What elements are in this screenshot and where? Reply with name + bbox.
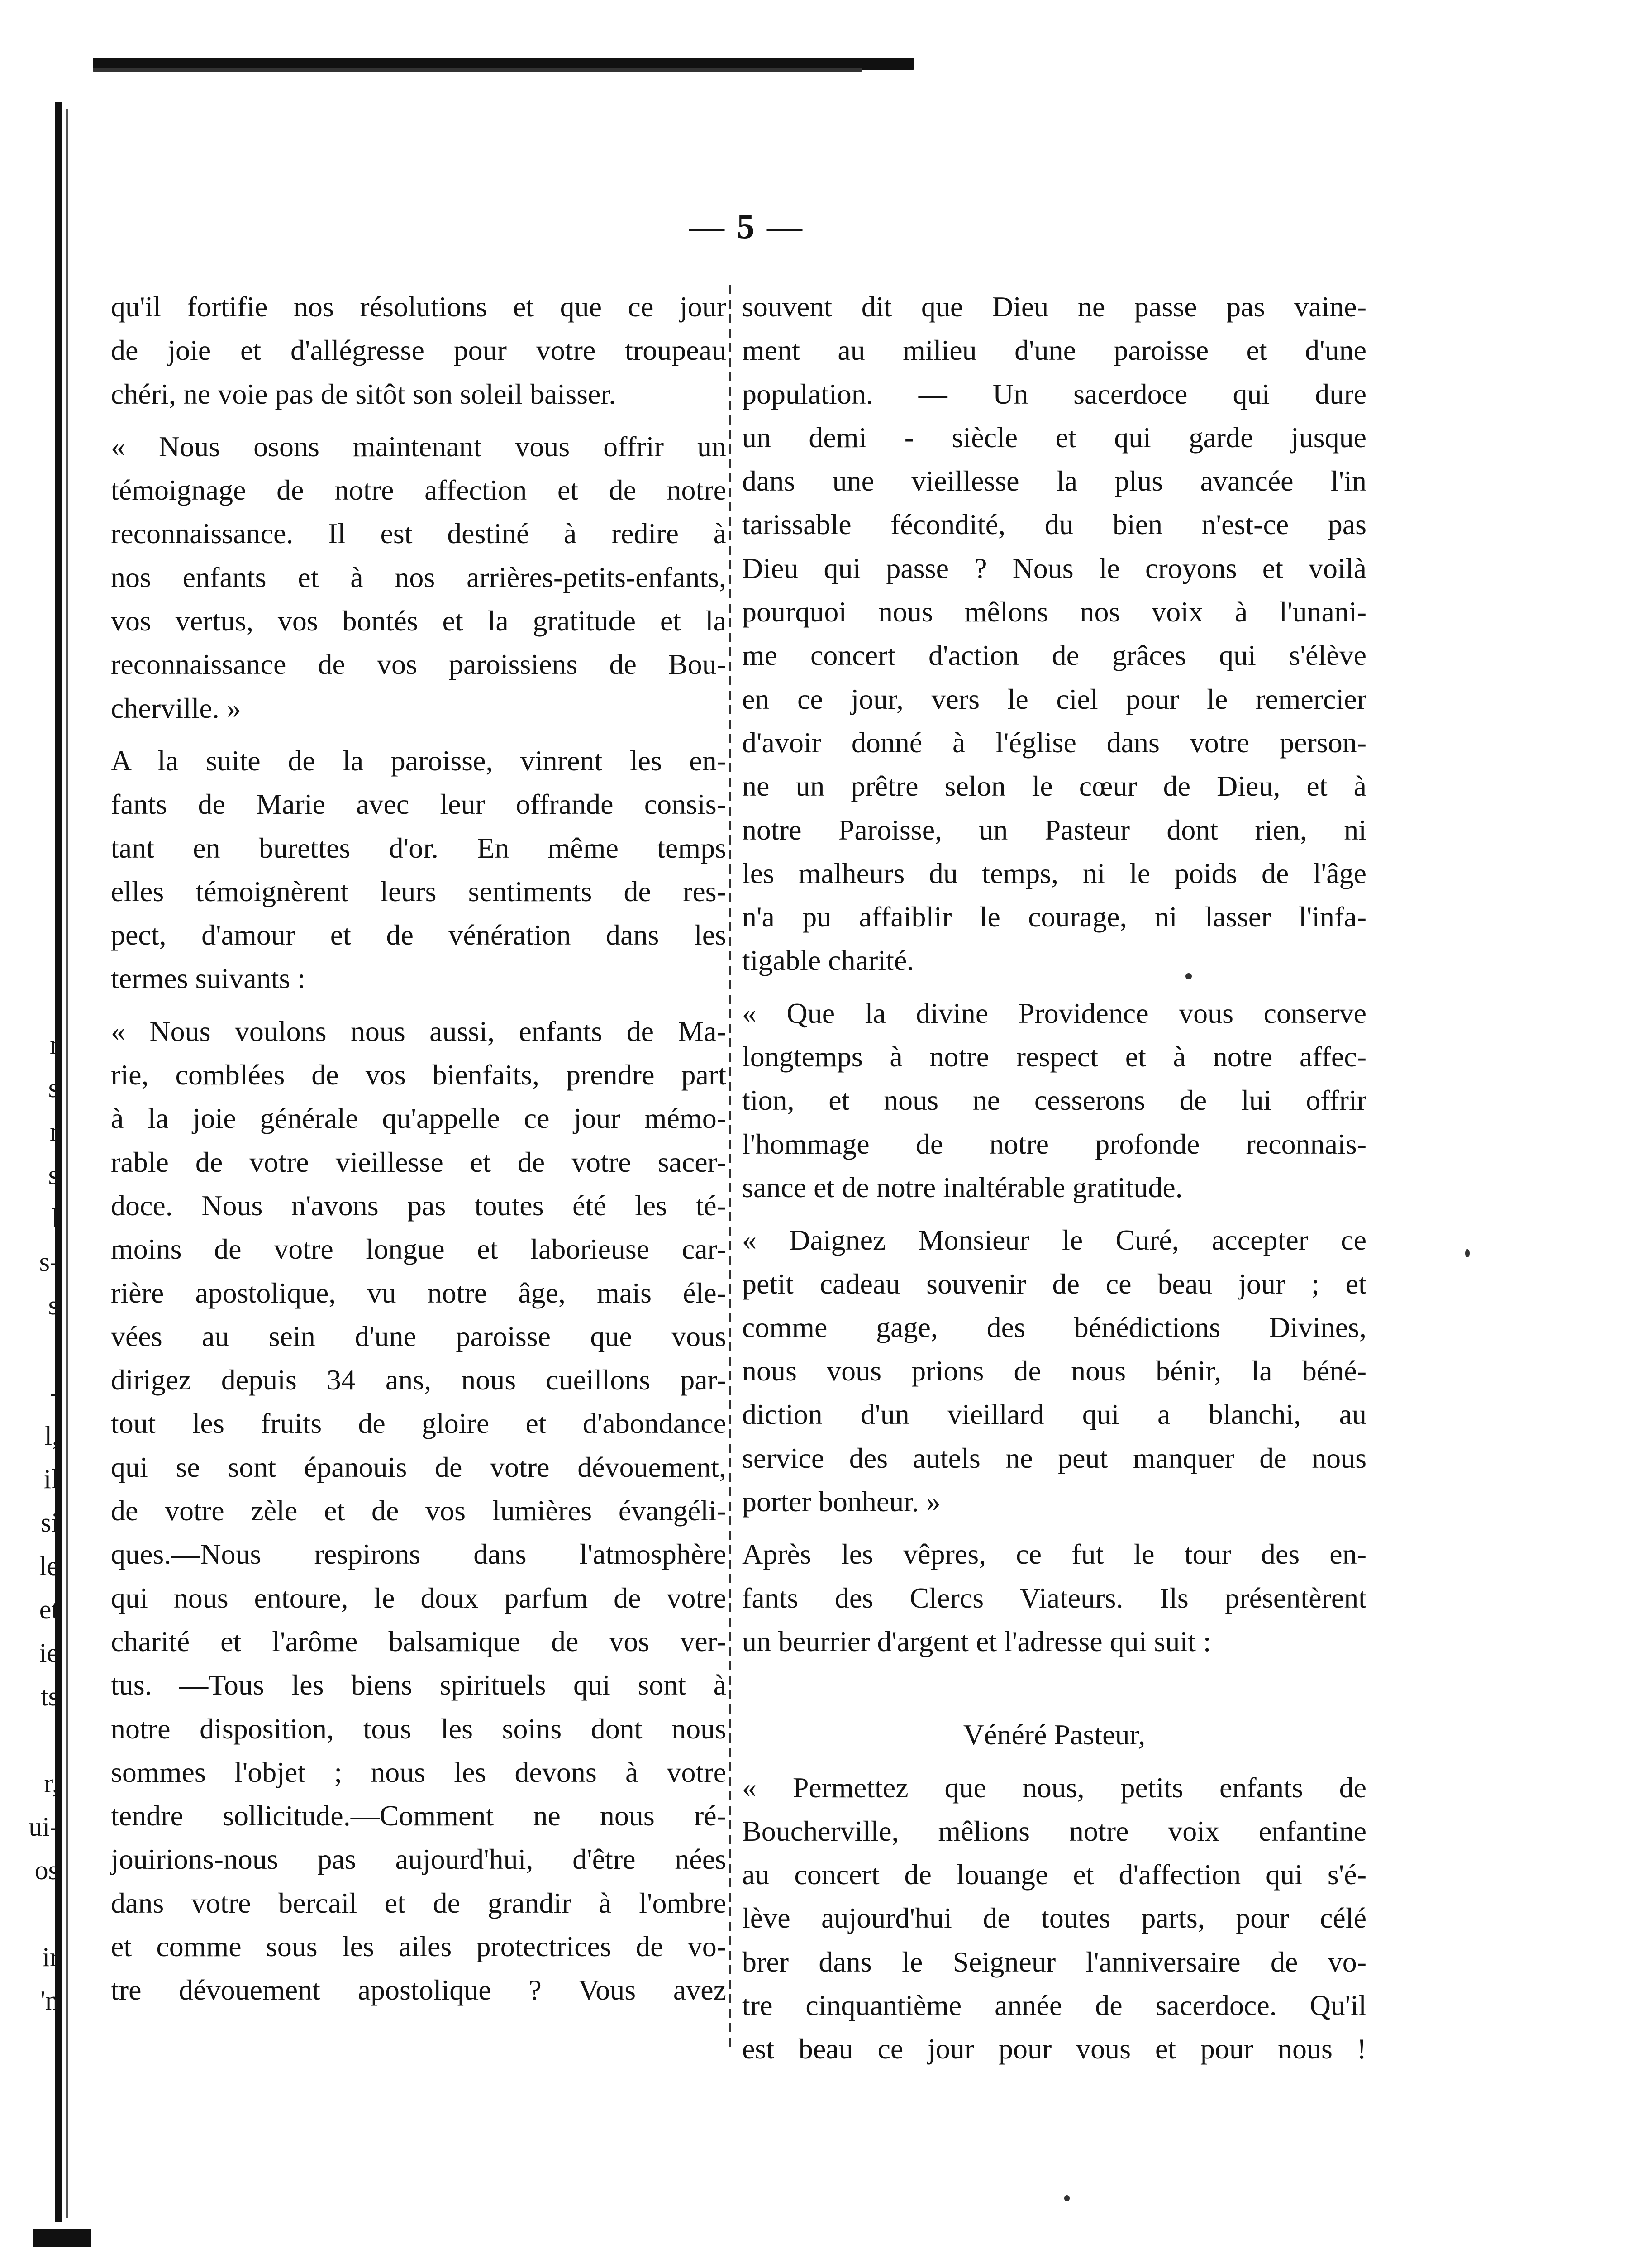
text-line: Après les vêpres, ce fut le tour des en- — [742, 1538, 1366, 1571]
text-line: au concert de louange et d'affection qui s'é- — [742, 1858, 1366, 1891]
text-line: est beau ce jour pour vous et pour nous ! — [742, 2033, 1366, 2065]
text-line: diction d'un vieillard qui a blanchi, au — [742, 1398, 1366, 1431]
paragraph-gap — [111, 730, 726, 739]
margin-fragment — [18, 1892, 59, 1935]
text-line: « Que la divine Providence vous conserve — [742, 997, 1366, 1029]
text-line: cherville. » — [111, 692, 241, 724]
text-line: fants de Marie avec leur offrande consis- — [111, 788, 726, 821]
text-line: population. — Un sacerdoce qui dure — [742, 377, 1366, 410]
text-line: pourquoi nous mêlons nos voix à l'unani- — [742, 596, 1366, 628]
text-line: qu'il fortifie nos résolutions et que ce jour — [111, 291, 726, 323]
margin-fragment: r, — [44, 1768, 59, 1798]
text-line: dans une vieillesse la plus avancée l'in — [742, 465, 1366, 497]
text-line: nos enfants et à nos arrières-petits-enfants, — [111, 561, 726, 593]
text-line: elles témoignèrent leurs sentiments de res- — [111, 875, 726, 907]
margin-fragment: r — [50, 1030, 59, 1060]
text-line: rière apostolique, vu notre âge, mais éle- — [111, 1276, 726, 1309]
text-line: qui nous entoure, le doux parfum de votre — [111, 1581, 726, 1614]
text-line: tus. —Tous les biens spirituels qui sont à — [111, 1669, 726, 1701]
text-line: porter bonheur. » — [742, 1485, 941, 1518]
text-line: à la joie générale qu'appelle ce jour mémo- — [111, 1102, 726, 1135]
text-line: « Daignez Monsieur le Curé, accepter ce — [742, 1224, 1366, 1256]
text-line: notre Paroisse, un Pasteur dont rien, ni — [742, 813, 1366, 846]
column-separator — [729, 285, 731, 2050]
text-line: et comme sous les ailes protectrices de vo- — [111, 1930, 726, 1962]
margin-fragment: s — [48, 1290, 59, 1320]
paragraph-gap — [742, 1757, 1366, 1766]
text-line: tre dévouement apostolique ? Vous avez — [111, 1974, 726, 2006]
binding-edge-inner — [66, 109, 68, 2218]
page-number: — 5 — — [689, 206, 804, 246]
text-line: vos vertus, vos bontés et la gratitude et la — [111, 605, 726, 637]
right-column — [742, 285, 1366, 2071]
margin-fragment: s- — [39, 1247, 59, 1277]
text-line: notre disposition, tous les soins dont nous — [111, 1712, 726, 1745]
ink-speck — [1465, 1249, 1470, 1257]
text-line: tendre sollicitude.—Comment ne nous ré- — [111, 1800, 726, 1832]
text-line: tant en burettes d'or. En même temps — [111, 831, 726, 864]
top-rule-shadow — [93, 68, 862, 72]
text-line: sommes l'objet ; nous les devons à votre — [111, 1756, 726, 1788]
margin-fragment: l, — [44, 1421, 59, 1451]
ink-speck — [1064, 2195, 1070, 2201]
margin-fragment: 'n — [40, 1986, 59, 2015]
margin-fragment: ie — [39, 1638, 59, 1668]
text-line: lève aujourd'hui de toutes parts, pour célé — [742, 1902, 1366, 1934]
text-line: les malheurs du temps, ni le poids de l'âge — [742, 857, 1366, 889]
text-line: doce. Nous n'avons pas toutes été les té- — [111, 1189, 726, 1222]
text-line: témoignage de notre affection et de notre — [111, 474, 726, 506]
text-line: souvent dit que Dieu ne passe pas vaine- — [742, 291, 1366, 323]
paragraph-gap — [742, 1209, 1366, 1218]
margin-fragment: s — [48, 1073, 59, 1103]
text-line: termes suivants : — [111, 962, 306, 995]
margin-fragment: si — [40, 1508, 59, 1537]
text-line: tigable charité. — [742, 944, 914, 977]
text-line: ne un prêtre selon le cœur de Dieu, et à — [742, 770, 1366, 802]
text-line: un beurrier d'argent et l'adresse qui suit : — [742, 1625, 1211, 1657]
margin-fragment: r — [50, 1117, 59, 1146]
text-line: fants des Clercs Viateurs. Ils présentèrent — [742, 1581, 1366, 1614]
text-line: tarissable fécondité, du bien n'est-ce pas — [742, 508, 1366, 541]
text-line: rable de votre vieillesse et de votre sacer- — [111, 1146, 726, 1178]
margin-fragment: ts — [40, 1681, 59, 1711]
text-line: dirigez depuis 34 ans, nous cueillons par- — [111, 1364, 726, 1396]
paragraph-gap — [111, 1001, 726, 1010]
text-line: Boucherville, mêlions notre voix enfantine — [742, 1814, 1366, 1847]
text-line: comme gage, des bénédictions Divines, — [742, 1311, 1366, 1343]
text-line: rie, comblées de vos bienfaits, prendre part — [111, 1059, 726, 1091]
text-line: service des autels ne peut manquer de nous — [742, 1442, 1366, 1474]
text-line: pect, d'amour et de vénération dans les — [111, 919, 726, 951]
text-line: brer dans le Seigneur l'anniversaire de vo- — [742, 1945, 1366, 1978]
margin-fragment: et — [39, 1595, 59, 1624]
text-line: n'a pu affaiblir le courage, ni lasser l'infa- — [742, 901, 1366, 933]
margin-fragment: - — [50, 1377, 59, 1407]
text-line: vées au sein d'une paroisse que vous — [111, 1320, 726, 1352]
margin-fragment: il — [43, 1464, 59, 1494]
text-line: nous vous prions de nous bénir, la béné- — [742, 1355, 1366, 1387]
text-line: tre cinquantième année de sacerdoce. Qu'il — [742, 1989, 1366, 2021]
text-line: reconnaissance de vos paroissiens de Bou- — [111, 648, 726, 681]
text-line: Dieu qui passe ? Nous le croyons et voilà — [742, 552, 1366, 584]
text-line: longtemps à notre respect et à notre affec- — [742, 1041, 1366, 1073]
margin-fragment: ui- — [29, 1812, 59, 1842]
paragraph-gap — [111, 416, 726, 425]
margin-fragment: l — [51, 1203, 59, 1233]
margin-fragment: ir — [42, 1942, 59, 1972]
cropped-margin-text — [18, 1023, 59, 2022]
text-line: en ce jour, vers le ciel pour le remercier — [742, 683, 1366, 715]
text-line: tion, et nous ne cesserons de lui offrir — [742, 1084, 1366, 1117]
text-line: petit cadeau souvenir de ce beau jour ; et — [742, 1267, 1366, 1300]
margin-fragment: s — [48, 1160, 59, 1190]
margin-fragment: le — [39, 1551, 59, 1581]
text-line: l'hommage de notre profonde reconnais- — [742, 1127, 1366, 1160]
margin-fragment — [18, 1327, 59, 1370]
paragraph-gap — [742, 1663, 1366, 1713]
text-line: me concert d'action de grâces qui s'élève — [742, 639, 1366, 672]
text-line: un demi - siècle et qui garde jusque — [742, 421, 1366, 454]
text-line: ment au milieu d'une paroisse et d'une — [742, 334, 1366, 367]
left-column — [111, 285, 726, 2012]
text-line: ques.—Nous respirons dans l'atmosphère — [111, 1538, 726, 1571]
text-line: jouirions-nous pas aujourd'hui, d'être nées — [111, 1843, 726, 1876]
binding-mark — [33, 2229, 91, 2247]
text-line: tout les fruits de gloire et d'abondance — [111, 1407, 726, 1440]
text-line: de votre zèle et de vos lumières évangéli- — [111, 1494, 726, 1527]
text-line: chéri, ne voie pas de sitôt son soleil baisser. — [111, 377, 616, 410]
text-line: qui se sont épanouis de votre dévouement, — [111, 1451, 726, 1483]
text-line: de joie et d'allégresse pour votre troupeau — [111, 334, 726, 367]
text-line: dans votre bercail et de grandir à l'ombre — [111, 1886, 726, 1919]
margin-fragment: os — [34, 1855, 59, 1885]
text-line: sance et de notre inaltérable gratitude. — [742, 1171, 1183, 1203]
ink-speck — [1185, 973, 1192, 979]
paragraph-gap — [742, 983, 1366, 992]
text-line: charité et l'arôme balsamique de vos ver- — [111, 1625, 726, 1657]
margin-fragment — [18, 1718, 59, 1762]
paragraph-gap — [742, 1523, 1366, 1533]
text-line: « Nous osons maintenant vous offrir un — [111, 430, 726, 463]
text-line: « Permettez que nous, petits enfants de — [742, 1771, 1366, 1804]
text-line: A la suite de la paroisse, vinrent les en- — [111, 744, 726, 777]
text-line: moins de votre longue et laborieuse car- — [111, 1233, 726, 1265]
salutation-line: Vénéré Pasteur, — [963, 1719, 1146, 1751]
text-line: d'avoir donné à l'église dans votre person- — [742, 726, 1366, 759]
text-line: reconnaissance. Il est destiné à redire à — [111, 517, 726, 550]
text-line: « Nous voulons nous aussi, enfants de Ma- — [111, 1015, 726, 1047]
